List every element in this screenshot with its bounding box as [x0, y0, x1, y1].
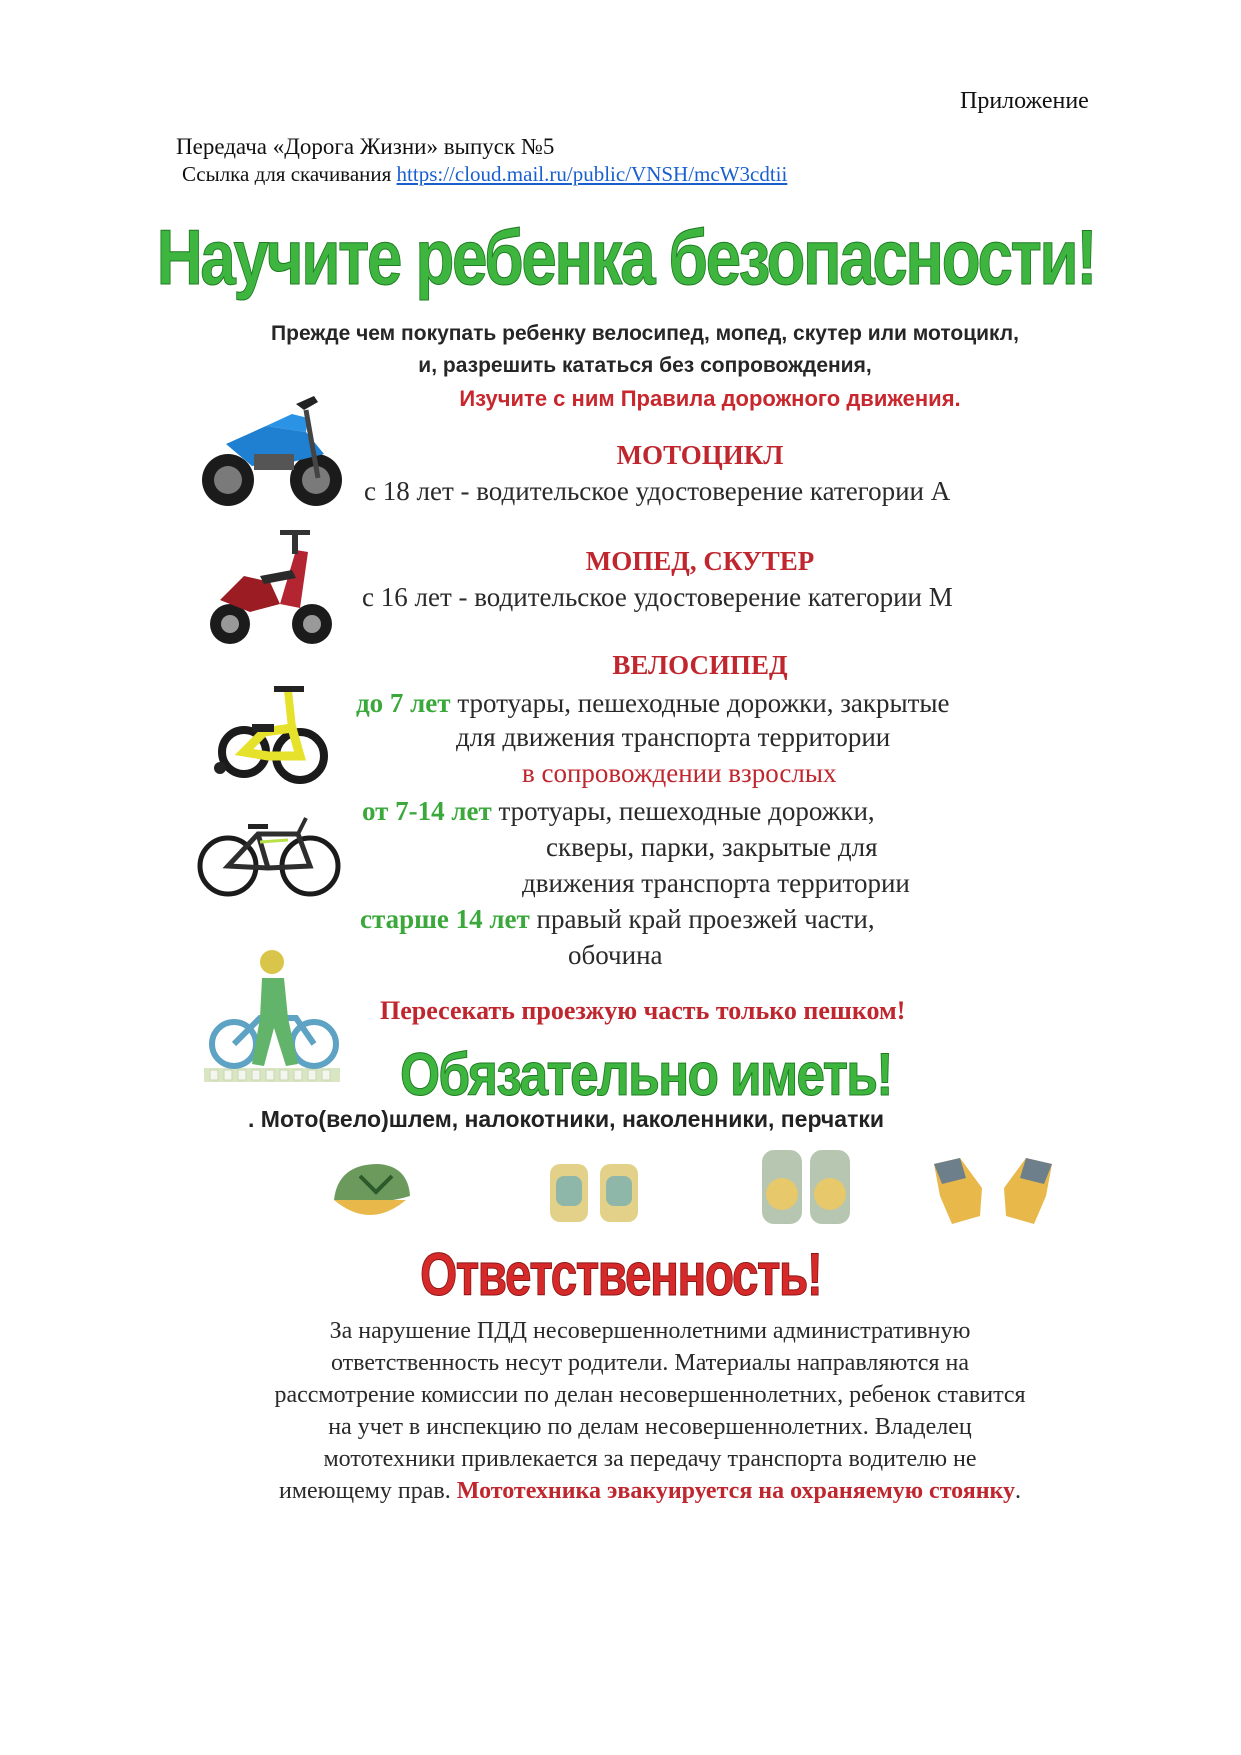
elbow-pads-icon — [546, 1158, 642, 1228]
bicycle-age3-text2: обочина — [568, 940, 663, 970]
must-have-title: Обязательно иметь! — [400, 1041, 892, 1108]
bicycle-age2-text2: скверы, парки, закрытые для — [546, 832, 878, 862]
responsibility-title: Ответственность! — [420, 1241, 822, 1308]
bicycle-age2-line1 — [362, 796, 875, 827]
appendix-label: Приложение — [960, 88, 1089, 114]
download-link[interactable]: https://cloud.mail.ru/public/VNSH/mcW3cdtii — [396, 162, 788, 186]
gloves-icon — [930, 1154, 1056, 1228]
must-have-text: . Мото(вело)шлем, налокотники, наколенники, перчатки — [248, 1106, 884, 1132]
responsibility-line-4: на учет в инспекцию по делам несовершеннолетних. Владелец — [328, 1414, 972, 1440]
broadcast-title: Передача «Дорога Жизни» выпуск №5 — [176, 134, 555, 159]
bicycle-title: ВЕЛОСИПЕД — [612, 650, 788, 680]
bicycle-age1-text3: в сопровождении взрослых — [522, 758, 837, 788]
bicycle-age3-line1 — [360, 904, 875, 935]
bicycle-age3-text1: правый край проезжей части, — [536, 904, 875, 934]
responsibility-line-6-start: имеющему прав. — [278, 1478, 451, 1504]
road-bicycle-image — [196, 810, 342, 900]
responsibility-line-2: ответственность несут родители. Материалы направляются на — [330, 1350, 969, 1376]
responsibility-line-6 — [180, 1478, 1120, 1505]
helmet-icon — [330, 1160, 414, 1226]
intro-line-3: Изучите с ним Правила дорожного движения. — [459, 386, 961, 411]
kids-bicycle-image — [208, 672, 328, 790]
download-line — [182, 162, 787, 187]
moped-title: МОПЕД, СКУТЕР — [585, 546, 815, 576]
moped-text: с 16 лет - водительское удостоверение категории М — [362, 582, 953, 612]
knee-pads-icon — [758, 1146, 854, 1228]
motorcycle-text: с 18 лет - водительское удостоверение категории А — [364, 476, 951, 506]
bicycle-age1-text1: тротуары, пешеходные дорожки, закрытые — [457, 688, 950, 718]
responsibility-line-5: мототехники привлекается за передачу транспорта водителю не — [323, 1446, 977, 1472]
download-label: Ссылка для скачивания — [182, 162, 392, 186]
intro-line-1: Прежде чем покупать ребенку велосипед, мопед, скутер или мотоцикл, — [271, 322, 1019, 345]
scooter-image — [200, 520, 340, 650]
evacuation-notice: Мототехника эвакуируется на охраняемую стоянку — [456, 1478, 1016, 1504]
responsibility-line-1: За нарушение ПДД несовершеннолетними административную — [329, 1318, 971, 1344]
poster-title: Научите ребенка безопасности! — [156, 213, 1096, 301]
bicycle-age1-text2: для движения транспорта территории — [456, 722, 891, 752]
intro-line-2: и, разрешить кататься без сопровождения, — [418, 354, 872, 377]
bicycle-age2-text1: тротуары, пешеходные дорожки, — [498, 796, 875, 826]
motorcycle-title: МОТОЦИКЛ — [616, 440, 784, 470]
bicycle-age3: старше 14 лет — [360, 904, 530, 934]
cross-road-notice: Пересекать проезжую часть только пешком! — [380, 996, 906, 1025]
bicycle-age2: от 7-14 лет — [362, 796, 492, 826]
responsibility-line-6-end: . — [1015, 1478, 1022, 1504]
bicycle-age1: до 7 лет — [356, 688, 451, 718]
bicycle-age2-text3: движения транспорта территории — [522, 868, 910, 898]
motorcycle-image — [196, 374, 346, 514]
pedestrian-with-bicycle-icon — [204, 948, 344, 1084]
bicycle-age1-line1 — [356, 688, 950, 719]
responsibility-line-3: рассмотрение комиссии по делан несовершеннолетних, ребенок ставится — [274, 1382, 1026, 1408]
